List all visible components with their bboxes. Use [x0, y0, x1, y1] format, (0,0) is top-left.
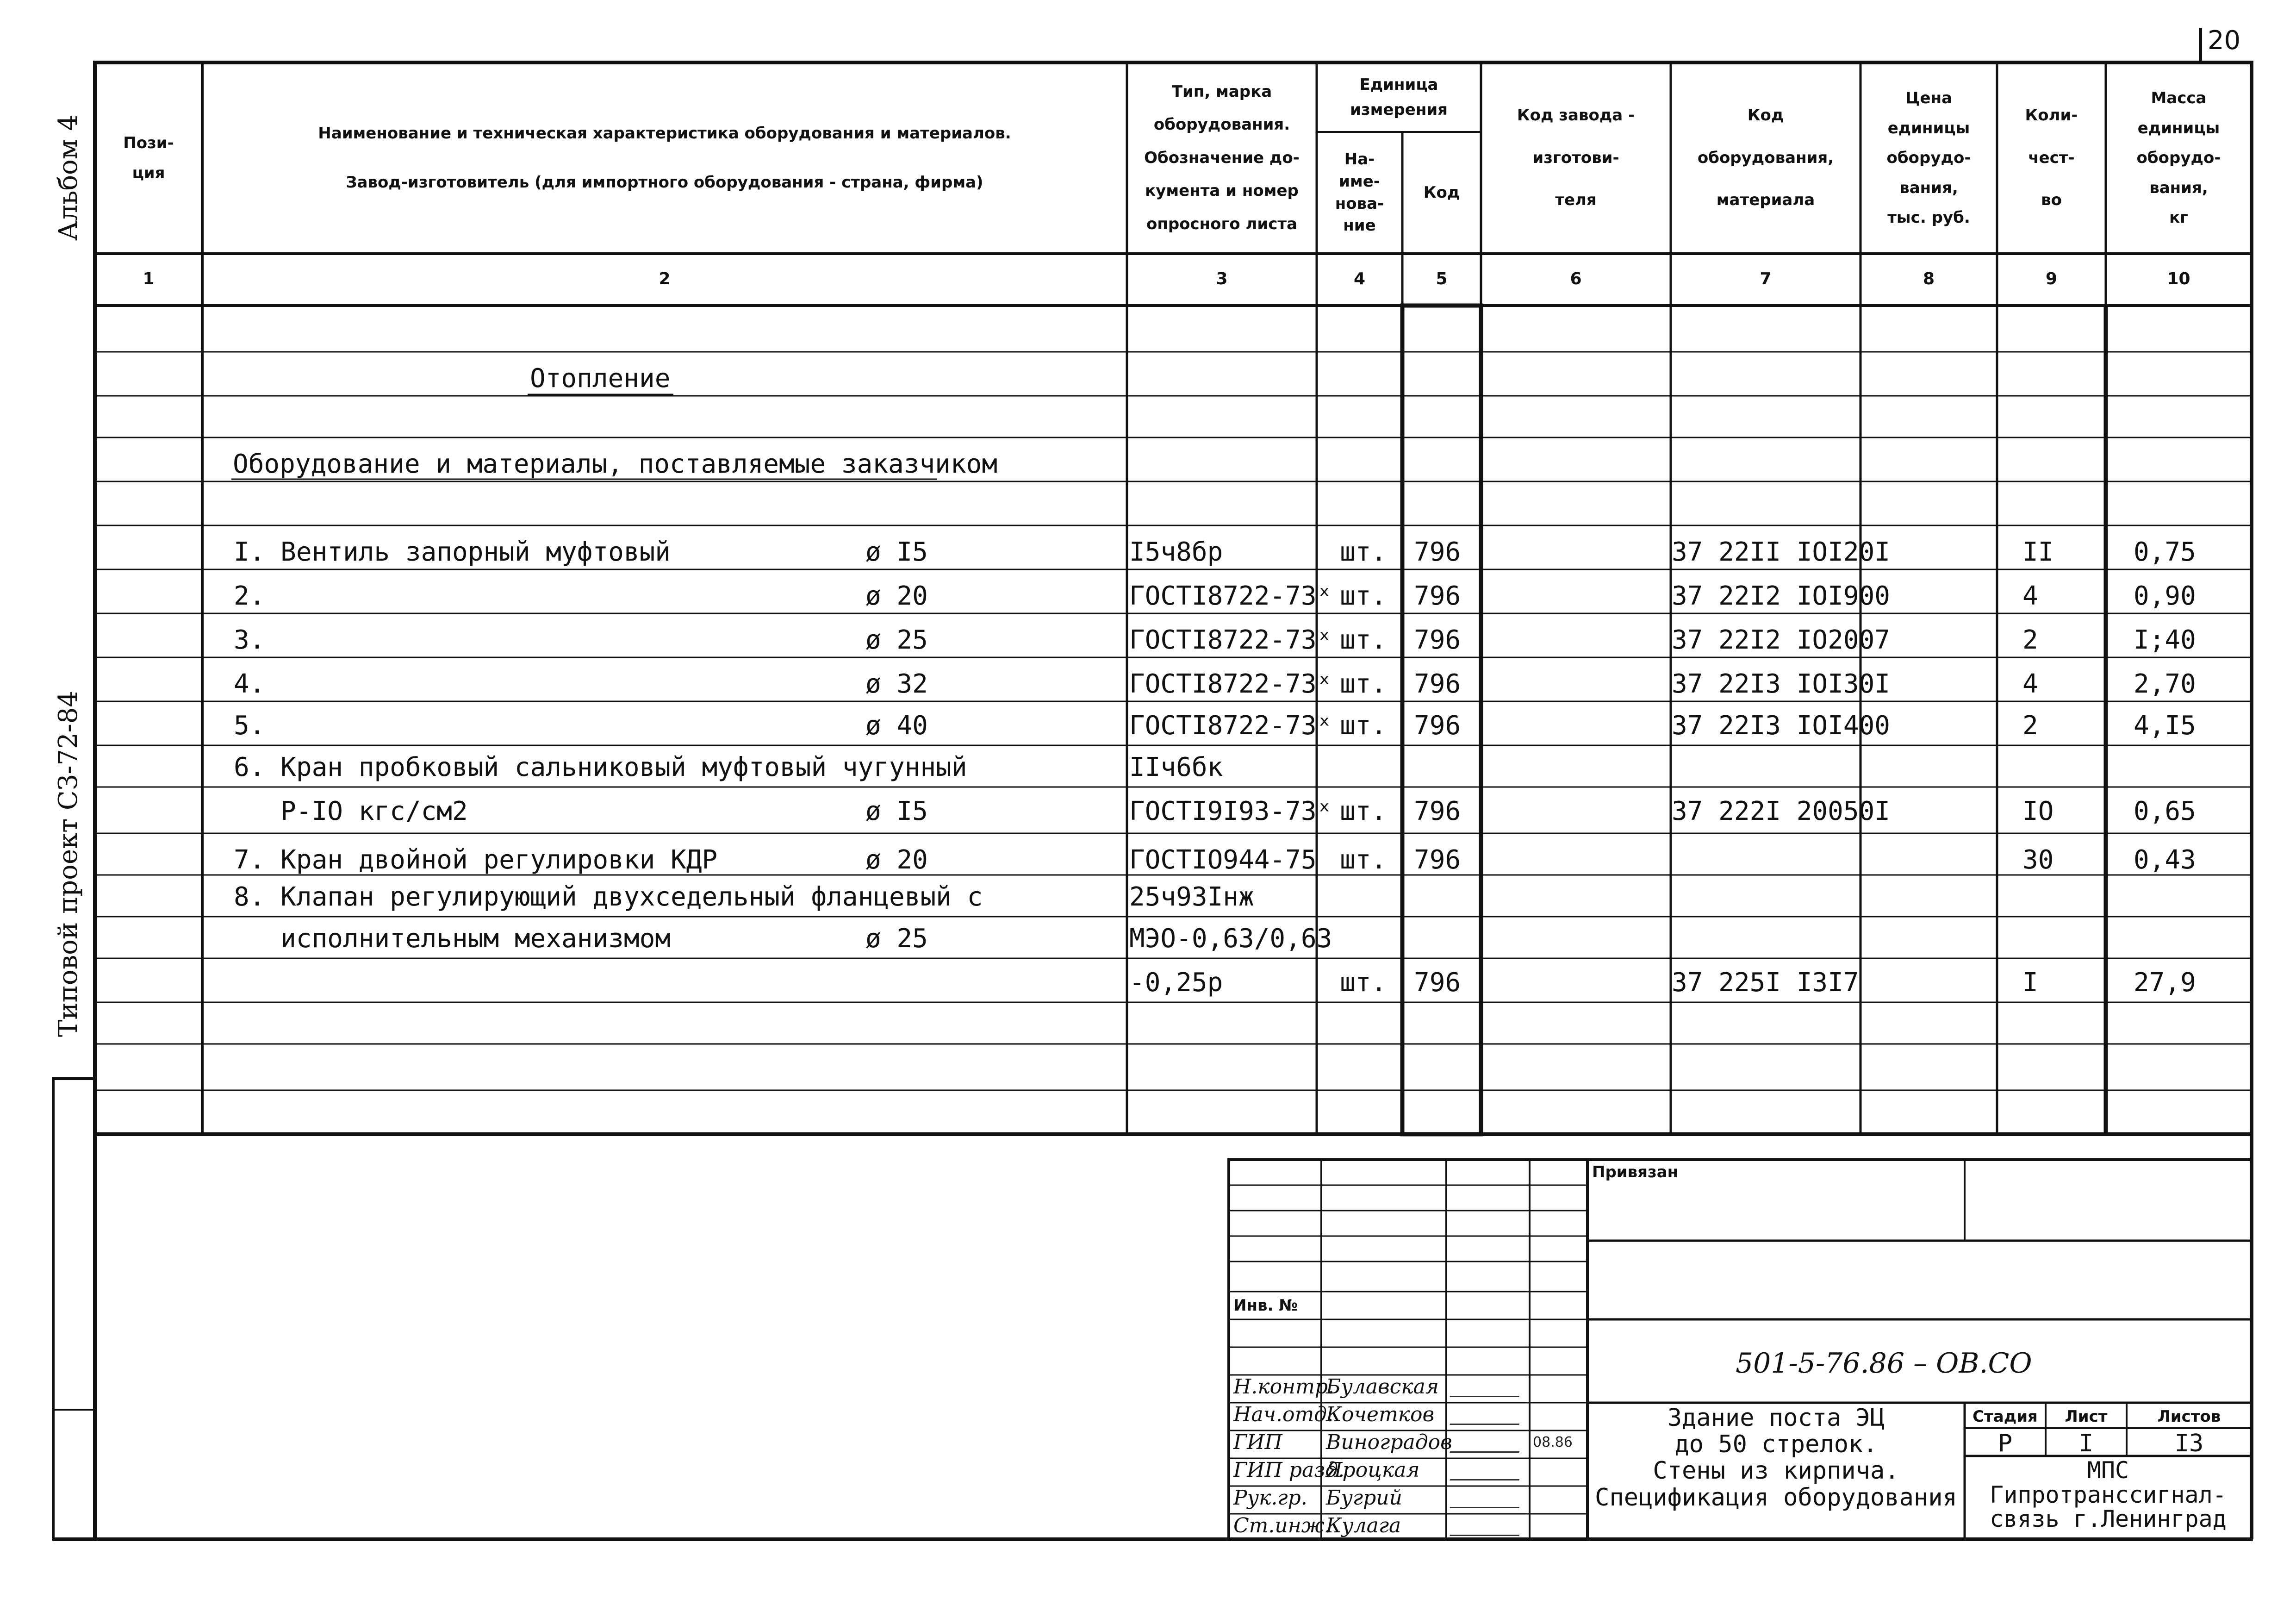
signature-mark	[1450, 1516, 1526, 1536]
row-unit-code: 796	[1414, 968, 1461, 998]
organization: МПС Гипротранссигнал- связь г.Ленинград	[1990, 1457, 2227, 1532]
page-number: 20	[2208, 25, 2241, 56]
staff-role: Нач.отд.	[1233, 1403, 1334, 1426]
row-equipment-code: 37 222I 20050I	[1672, 796, 1891, 826]
row-mass: 0,65	[2134, 796, 2196, 826]
header-price: Цена единицы оборудо- вания, тыс. руб.	[1886, 89, 1971, 227]
header-unit-code: Код	[1423, 183, 1460, 202]
row-mass: 0,43	[2134, 845, 2196, 875]
sheet-label: Лист	[2065, 1407, 2108, 1426]
row-unit: шт.	[1340, 968, 1387, 998]
sheet-description: Здание поста ЭЦ до 50 стрелок. Стены из кирпича. Спецификация оборудования	[1595, 1404, 1957, 1512]
signature-mark	[1450, 1405, 1526, 1425]
row-unit: шт.	[1340, 669, 1387, 699]
row-diameter: ø I5	[865, 537, 928, 567]
row-type: I5ч8бр	[1129, 537, 1223, 567]
sheets-value: I3	[2174, 1430, 2204, 1457]
row-diameter: ø 20	[865, 845, 928, 875]
row-mass: I;40	[2134, 625, 2196, 655]
row-diameter: ø 20	[865, 581, 928, 611]
stage-label: Стадия	[1972, 1407, 2038, 1426]
header-mass: Масса единицы оборудо- вания, кг	[2136, 89, 2221, 227]
header-equipment-code: Код оборудования, материала	[1697, 106, 1834, 210]
row-unit-code: 796	[1414, 537, 1461, 567]
row-name: 4.	[234, 669, 265, 699]
signature-mark	[1450, 1433, 1526, 1453]
row-quantity: 30	[2022, 845, 2054, 875]
bound-label: Привязан	[1592, 1163, 1679, 1181]
row-unit: шт.	[1340, 845, 1387, 875]
subsection-title: Оборудование и материалы, поставляемые заказчиком	[233, 449, 998, 479]
row-name: исполнительным механизмом	[234, 924, 671, 954]
staff-role: Ст.инж.	[1233, 1514, 1331, 1537]
row-type: ГОСТIO944-75	[1129, 845, 1317, 875]
row-equipment-code: 37 22I2 IOI900	[1672, 581, 1891, 611]
row-unit: шт.	[1340, 796, 1387, 826]
staff-name: Бугрий	[1326, 1486, 1402, 1510]
row-name: I. Вентиль запорный муфтовый	[234, 537, 671, 567]
staff-role: Н.контр.	[1233, 1375, 1334, 1399]
row-unit-code: 796	[1414, 669, 1461, 699]
row-mass: 4,I5	[2134, 711, 2196, 741]
staff-role: Рук.гр.	[1233, 1486, 1307, 1510]
row-quantity: 4	[2022, 669, 2038, 699]
column-number: 7	[1760, 269, 1772, 288]
column-number: 10	[2167, 269, 2190, 288]
staff-role: ГИП	[1233, 1430, 1282, 1454]
row-unit-code: 796	[1414, 711, 1461, 741]
row-equipment-code: 37 225I I3I7	[1672, 968, 1859, 998]
row-mass: 2,70	[2134, 669, 2196, 699]
row-unit: шт.	[1340, 537, 1387, 567]
row-unit: шт.	[1340, 625, 1387, 655]
project-label: Типовой проект СЗ-72-84	[53, 691, 83, 1037]
row-type: ГОСТI8722-73ˣ	[1129, 581, 1332, 611]
row-type: 25ч93Iнж	[1129, 882, 1254, 912]
row-unit: шт.	[1340, 581, 1387, 611]
doc-code: 501-5-76.86 – ОВ.СО	[1736, 1347, 2032, 1380]
staff-name: Булавская	[1326, 1375, 1439, 1399]
header-type: Тип, марка оборудования. Обозначение до- кумента и номер опросного листа	[1144, 82, 1300, 233]
row-unit-code: 796	[1414, 796, 1461, 826]
album-label: Альбом 4	[53, 114, 83, 241]
header-name: Наименование и техническая характеристика оборудования и материалов. Завод-изготовитель (для импортного оборудования - страна, фирма)	[318, 124, 1011, 192]
row-name: Р-IO кгс/см2	[234, 796, 468, 826]
staff-name: Виноградов	[1326, 1430, 1452, 1454]
column-number: 8	[1923, 269, 1935, 288]
staff-name: Кулага	[1326, 1514, 1401, 1537]
row-type: -0,25р	[1129, 968, 1223, 998]
header-unit-name: На- име- нова- ние	[1335, 150, 1384, 235]
inv-label: Инв. №	[1233, 1296, 1298, 1315]
row-diameter: ø 25	[865, 625, 928, 655]
row-unit: шт.	[1340, 711, 1387, 741]
row-unit-code: 796	[1414, 845, 1461, 875]
column-number: 2	[659, 269, 671, 288]
column-number: 9	[2045, 269, 2058, 288]
row-type: ГОСТI8722-73ˣ	[1129, 625, 1332, 655]
row-quantity: 2	[2022, 711, 2038, 741]
row-name: 3.	[234, 625, 265, 655]
row-equipment-code: 37 22II IOI20I	[1672, 537, 1891, 567]
row-name: 2.	[234, 581, 265, 611]
row-diameter: ø 32	[865, 669, 928, 699]
row-unit-code: 796	[1414, 625, 1461, 655]
row-quantity: IO	[2022, 796, 2054, 826]
signature-mark	[1450, 1377, 1526, 1397]
column-number: 6	[1570, 269, 1582, 288]
row-diameter: ø 25	[865, 924, 928, 954]
header-position: Пози- ция	[123, 133, 174, 182]
column-number: 4	[1353, 269, 1366, 288]
row-unit-code: 796	[1414, 581, 1461, 611]
row-mass: 27,9	[2134, 968, 2196, 998]
row-name: 7. Кран двойной регулировки КДР	[234, 845, 718, 875]
header-unit-group: Единица измерения	[1350, 75, 1448, 119]
row-mass: 0,75	[2134, 537, 2196, 567]
column-number: 5	[1436, 269, 1448, 288]
row-name: 5.	[234, 711, 265, 741]
row-quantity: 4	[2022, 581, 2038, 611]
row-diameter: ø I5	[865, 796, 928, 826]
staff-name: Яроцкая	[1326, 1458, 1420, 1482]
staff-role: ГИП разд.	[1233, 1458, 1345, 1482]
row-name: 8. Клапан регулирующий двухседельный фланцевый с	[234, 882, 983, 912]
signature-mark	[1450, 1461, 1526, 1480]
header-factory-code: Код завода - изготови- теля	[1517, 106, 1635, 210]
header-quantity: Коли- чест- во	[2025, 106, 2078, 210]
sheet-value: I	[2078, 1430, 2094, 1457]
row-quantity: I	[2022, 968, 2038, 998]
row-quantity: 2	[2022, 625, 2038, 655]
staff-name: Кочетков	[1326, 1403, 1435, 1426]
row-diameter: ø 40	[865, 711, 928, 741]
column-number: 1	[143, 269, 155, 288]
row-name: 6. Кран пробковый сальниковый муфтовый чугунный	[234, 752, 967, 782]
row-mass: 0,90	[2134, 581, 2196, 611]
row-equipment-code: 37 22I3 IOI30I	[1672, 669, 1891, 699]
sheets-label: Листов	[2157, 1407, 2221, 1426]
row-type: МЭО-0,63/0,63	[1129, 924, 1332, 954]
staff-date: 08.86	[1533, 1434, 1573, 1450]
stage-value: Р	[1997, 1430, 2013, 1457]
signature-mark	[1450, 1488, 1526, 1508]
row-type: ГОСТI8722-73ˣ	[1129, 669, 1332, 699]
row-equipment-code: 37 22I2 IO2007	[1672, 625, 1891, 655]
row-type: ГОСТI8722-73ˣ	[1129, 711, 1332, 741]
row-quantity: II	[2022, 537, 2054, 567]
column-number: 3	[1216, 269, 1228, 288]
row-type: IIч6бк	[1129, 752, 1223, 782]
section-title: Отопление	[530, 363, 671, 394]
row-equipment-code: 37 22I3 IOI400	[1672, 711, 1891, 741]
row-type: ГОСТI9I93-73ˣ	[1129, 796, 1332, 826]
